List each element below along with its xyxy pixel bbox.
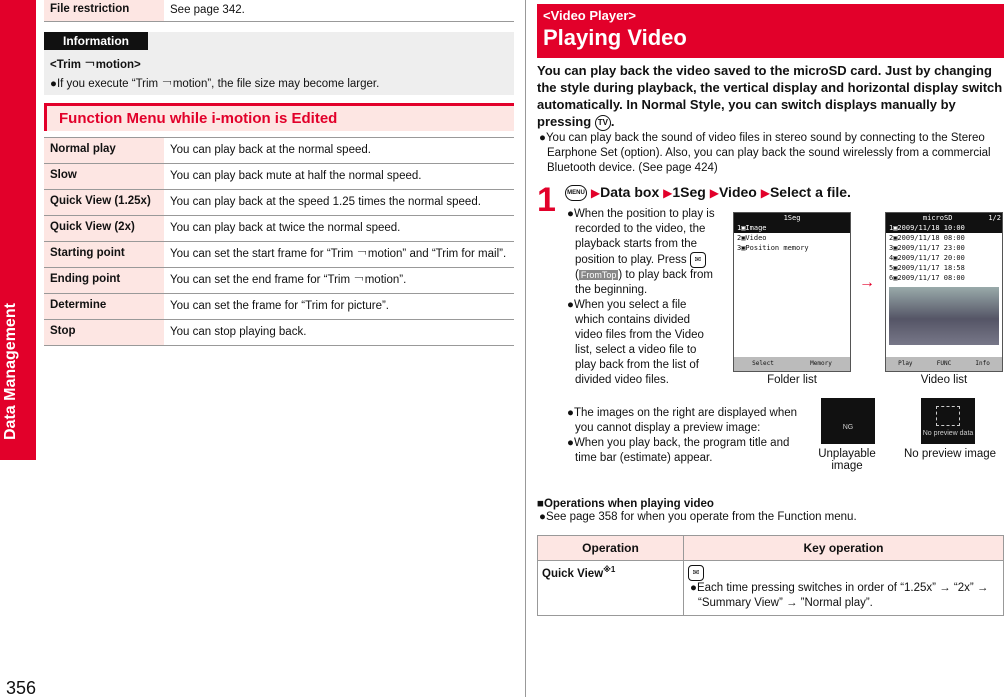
table-header xyxy=(538,536,1003,561)
menu-value: You can play back at twice the normal speed. xyxy=(170,222,401,234)
menu-key: Stop xyxy=(44,320,164,345)
operations-table xyxy=(537,535,1004,616)
table-row xyxy=(44,242,514,268)
list-item: 2▣Video xyxy=(737,233,767,242)
arrow-icon: ▶ xyxy=(590,185,601,200)
softkey-play: Play xyxy=(898,360,913,368)
note-divided: ●When you select a file which contains divided video files from the Video list, select a video file to play back from the list of divided video files. xyxy=(567,298,704,386)
menu-value: You can play back at the normal speed. xyxy=(170,144,371,156)
table-row xyxy=(44,164,514,190)
intro-end: . xyxy=(610,114,615,129)
function-menu-table xyxy=(44,137,514,346)
left-column xyxy=(44,0,514,346)
col-operation: Operation xyxy=(538,536,684,560)
operation-name: Quick View xyxy=(542,567,604,580)
section-subtitle: <Video Player> xyxy=(543,8,636,23)
softkey-memory: Memory xyxy=(810,360,832,368)
section-title: Playing Video xyxy=(543,25,687,50)
step-part: Select a file. xyxy=(769,183,851,200)
softkey-info: Info xyxy=(975,360,990,368)
step-instruction xyxy=(565,182,1004,203)
no-preview-label: No preview data xyxy=(922,429,974,437)
no-preview-caption: No preview image xyxy=(903,447,997,460)
unplayable-caption: Unplayable image xyxy=(818,447,876,472)
table-row xyxy=(44,138,514,164)
menu-key: Quick View (1.25x) xyxy=(44,190,164,215)
screen-title-text: microSD xyxy=(922,213,953,222)
screen-title xyxy=(886,213,1002,223)
col-key-operation: Key operation xyxy=(803,540,884,555)
no-preview-image-icon xyxy=(921,398,975,444)
intro-body: You can play back the video saved to the microSD card. Just by changing the style during playback, the vertical display and horizontal display switch automatically. In Normal Style, you can switch displays manually by pressing xyxy=(537,63,1003,129)
softkey-bar xyxy=(734,357,850,371)
mail-key-icon: ✉ xyxy=(690,252,706,268)
table-row xyxy=(44,216,514,242)
table-row xyxy=(44,190,514,216)
operations-bullet: ●See page 358 for when you operate from the Function menu. xyxy=(539,510,857,523)
file-restriction-row xyxy=(44,0,514,22)
menu-value: You can set the start frame for “Trim ￢motion” and “Trim for mail”. xyxy=(170,248,507,260)
operations-title: ■Operations when playing video xyxy=(537,497,714,510)
menu-value: You can play back mute at half the normal speed. xyxy=(170,170,422,182)
column-divider xyxy=(525,0,526,697)
list-item: 1▣Image xyxy=(734,223,850,233)
folder-list-caption: Folder list xyxy=(767,373,817,386)
note-preview: ●The images on the right are displayed when you cannot display a preview image: xyxy=(567,406,798,434)
note-playback: ●When you play back, the program title and time bar (estimate) appear. xyxy=(567,436,790,464)
arrow-icon: ▶ xyxy=(709,185,719,200)
list-item: 3▣2009/11/17 23:00 xyxy=(889,243,965,252)
side-tab xyxy=(0,0,36,460)
step-number: 1 xyxy=(537,180,556,219)
table-row xyxy=(538,561,1003,615)
intro-text xyxy=(537,62,1004,131)
key-operation-desc: ●Each time pressing switches in order of “1.25x” → “2x” → “Summary View” → ”Normal play”. xyxy=(690,581,989,609)
video-list-caption: Video list xyxy=(920,373,968,386)
list-item: 5▣2009/11/17 18:58 xyxy=(889,263,965,272)
arrow-icon: ▶ xyxy=(663,185,673,200)
menu-key: Determine xyxy=(44,294,164,319)
step-1 xyxy=(537,182,1004,492)
step-part: 1Seg xyxy=(672,183,706,200)
file-restriction-key: File restriction xyxy=(44,0,164,21)
video-list-screen xyxy=(885,212,1003,372)
table-row xyxy=(44,268,514,294)
note-position-b: to play back from the beginning. xyxy=(575,268,713,296)
menu-key: Ending point xyxy=(44,268,164,293)
softkey-bar xyxy=(886,357,1002,371)
video-preview-image xyxy=(889,287,999,345)
operation-cell xyxy=(538,561,684,615)
menu-value: You can stop playing back. xyxy=(170,326,307,338)
file-restriction-value: See page 342. xyxy=(170,4,245,16)
unplayable-image-icon xyxy=(821,398,875,444)
ng-label: NG xyxy=(842,423,854,431)
screen-page: 1/2 xyxy=(988,213,1001,222)
menu-key: Starting point xyxy=(44,242,164,267)
page-number: 356 xyxy=(6,678,37,697)
section-header xyxy=(537,4,1004,58)
table-row xyxy=(44,320,514,346)
screen-title: 1Seg xyxy=(734,213,850,223)
step-part: Video xyxy=(718,183,757,200)
list-item: 4▣2009/11/17 20:00 xyxy=(889,253,965,262)
information-title: <Trim ￢motion> xyxy=(50,59,141,71)
menu-value: You can play back at the speed 1.25 times the normal speed. xyxy=(170,196,481,208)
stereo-bullet: ●You can play back the sound of video files in stereo sound by connecting to the Stereo Earphone Set (option). Also, you can play back the sound wirelessly from a commercial Bluetooth device. (See page 424) xyxy=(539,131,991,174)
information-header: Information xyxy=(44,32,148,50)
menu-value: You can set the end frame for “Trim ￢motion”. xyxy=(170,274,407,286)
note-position: ●When the position to play is recorded to the video, the playback starts from the position to play. Press ✉( FromTop ) to play back from the beginning. xyxy=(567,207,715,296)
softkey-func: FUNC xyxy=(936,360,952,368)
mail-key-icon: ✉ xyxy=(688,565,704,581)
right-column xyxy=(537,4,1004,616)
list-item: 1▣2009/11/18 10:00 xyxy=(886,223,1002,233)
menu-value: You can set the frame for “Trim for picture”. xyxy=(170,300,390,312)
menu-key: Normal play xyxy=(44,138,164,163)
list-item: 2▣2009/11/18 08:00 xyxy=(889,233,965,242)
menu-key: Quick View (2x) xyxy=(44,216,164,241)
arrow-right-icon: → xyxy=(859,273,875,291)
information-bullet: ●If you execute “Trim ￢motion”, the file size may become larger. xyxy=(50,78,380,90)
function-menu-title: Function Menu while i-motion is Edited xyxy=(44,103,514,131)
side-tab-label: Data Management xyxy=(2,303,19,440)
note-position-a: ●When the position to play is recorded to the video, the playback starts from the position to play. Press xyxy=(567,207,715,266)
table-row xyxy=(44,294,514,320)
menu-key-icon: MENU xyxy=(565,185,587,201)
menu-key: Slow xyxy=(44,164,164,189)
information-box xyxy=(44,32,514,95)
tv-key-icon: TV xyxy=(595,115,611,131)
fromtop-softkey: FromTop xyxy=(580,269,617,280)
folder-list-screen xyxy=(733,212,851,372)
softkey-select: Select xyxy=(752,360,774,368)
arrow-icon: ▶ xyxy=(760,185,770,200)
list-item: 3▣Position memory xyxy=(737,243,809,252)
step-part: Data box xyxy=(600,183,660,200)
key-operation-cell xyxy=(684,561,1003,615)
operation-note: ※1 xyxy=(603,564,616,574)
list-item: 6▣2009/11/17 08:00 xyxy=(889,273,965,282)
